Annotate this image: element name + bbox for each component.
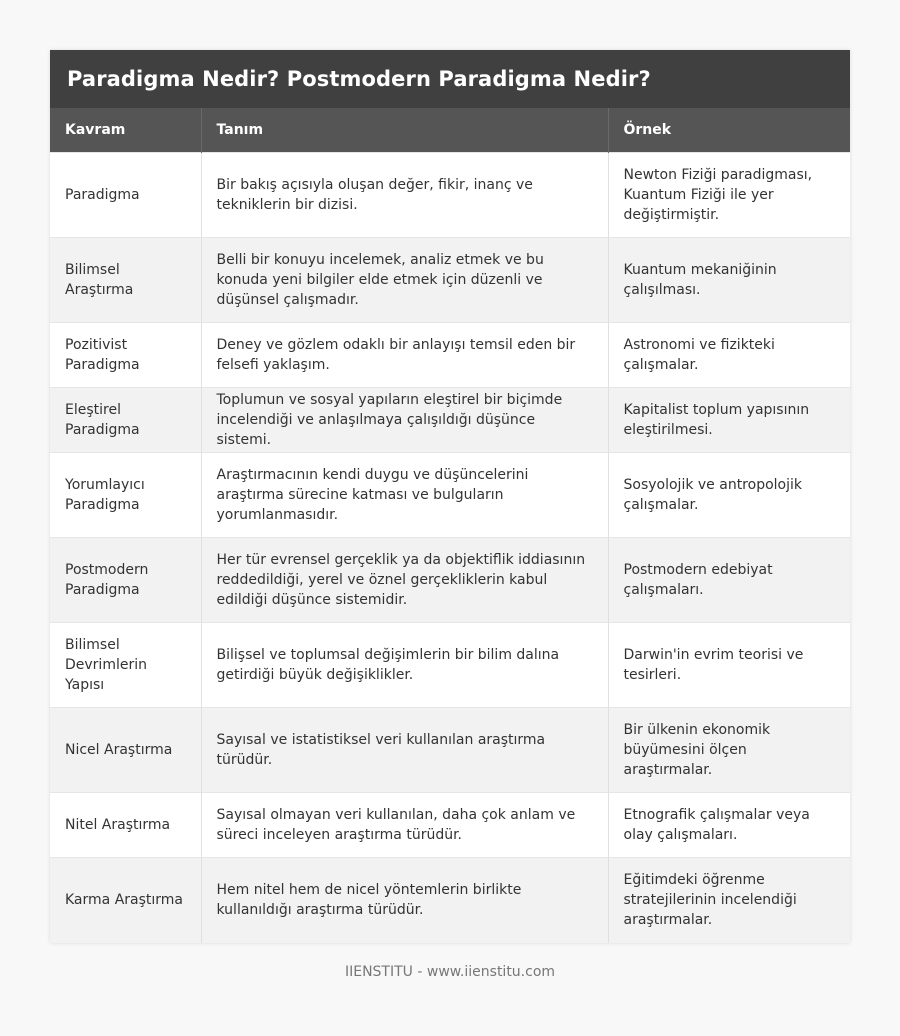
table-header-row <box>50 108 850 153</box>
cell-kavram: Pozitivist Paradigma <box>50 323 201 388</box>
cell-tanim: Araştırmacının kendi duygu ve düşüncelerini araştırma sürecine katması ve bulguların yorumlanmasıdır. <box>201 453 608 538</box>
cell-tanim: Toplumun ve sosyal yapıların eleştirel bir biçimde incelendiği ve anlaşılmaya çalışıldığı düşünce sistemi. <box>201 388 608 453</box>
cell-tanim: Bir bakış açısıyla oluşan değer, fikir, inanç ve tekniklerin bir dizisi. <box>201 153 608 238</box>
table-row <box>50 453 850 538</box>
page-title: Paradigma Nedir? Postmodern Paradigma Nedir? <box>50 50 850 108</box>
cell-tanim: Her tür evrensel gerçeklik ya da objektiflik iddiasının reddedildiği, yerel ve öznel gerçekliklerin kabul edildiği düşünce sistemidir. <box>201 538 608 623</box>
cell-ornek: Newton Fiziği paradigması, Kuantum Fiziği ile yer değiştirmiştir. <box>608 153 850 238</box>
cell-kavram: Karma Araştırma <box>50 858 201 943</box>
concept-table <box>50 108 850 943</box>
cell-kavram: Eleştirel Paradigma <box>50 388 201 453</box>
cell-kavram: Nicel Araştırma <box>50 708 201 793</box>
table-card <box>50 50 850 943</box>
cell-tanim: Sayısal olmayan veri kullanılan, daha çok anlam ve süreci inceleyen araştırma türüdür. <box>201 793 608 858</box>
cell-kavram: Nitel Araştırma <box>50 793 201 858</box>
table-row <box>50 323 850 388</box>
table-row <box>50 858 850 943</box>
cell-ornek: Astronomi ve fizikteki çalışmalar. <box>608 323 850 388</box>
cell-tanim: Bilişsel ve toplumsal değişimlerin bir bilim dalına getirdiği büyük değişiklikler. <box>201 623 608 708</box>
cell-tanim: Sayısal ve istatistiksel veri kullanılan araştırma türüdür. <box>201 708 608 793</box>
cell-tanim: Deney ve gözlem odaklı bir anlayışı temsil eden bir felsefi yaklaşım. <box>201 323 608 388</box>
cell-ornek: Sosyolojik ve antropolojik çalışmalar. <box>608 453 850 538</box>
cell-ornek: Postmodern edebiyat çalışmaları. <box>608 538 850 623</box>
footer-credit: IIENSTITU - www.iienstitu.com <box>344 964 556 980</box>
cell-ornek: Kapitalist toplum yapısının eleştirilmesi. <box>608 388 850 453</box>
cell-kavram: Paradigma <box>50 153 201 238</box>
cell-ornek: Etnografik çalışmalar veya olay çalışmaları. <box>608 793 850 858</box>
table-row <box>50 623 850 708</box>
cell-kavram: Bilimsel Devrimlerin Yapısı <box>50 623 201 708</box>
table-row <box>50 388 850 453</box>
cell-tanim: Belli bir konuyu incelemek, analiz etmek ve bu konuda yeni bilgiler elde etmek için düzenli ve düşünsel çalışmadır. <box>201 238 608 323</box>
cell-ornek: Kuantum mekaniğinin çalışılması. <box>608 238 850 323</box>
column-header-kavram: Kavram <box>50 108 201 153</box>
table-row <box>50 153 850 238</box>
cell-kavram: Yorumlayıcı Paradigma <box>50 453 201 538</box>
cell-ornek: Bir ülkenin ekonomik büyümesini ölçen araştırmalar. <box>608 708 850 793</box>
cell-kavram: Bilimsel Araştırma <box>50 238 201 323</box>
cell-kavram: Postmodern Paradigma <box>50 538 201 623</box>
table-row <box>50 708 850 793</box>
column-header-tanim: Tanım <box>201 108 608 153</box>
table-row <box>50 793 850 858</box>
cell-ornek: Eğitimdeki öğrenme stratejilerinin incelendiği araştırmalar. <box>608 858 850 943</box>
column-header-ornek: Örnek <box>608 108 850 153</box>
table-row <box>50 538 850 623</box>
cell-ornek: Darwin'in evrim teorisi ve tesirleri. <box>608 623 850 708</box>
table-row <box>50 238 850 323</box>
cell-tanim: Hem nitel hem de nicel yöntemlerin birlikte kullanıldığı araştırma türüdür. <box>201 858 608 943</box>
